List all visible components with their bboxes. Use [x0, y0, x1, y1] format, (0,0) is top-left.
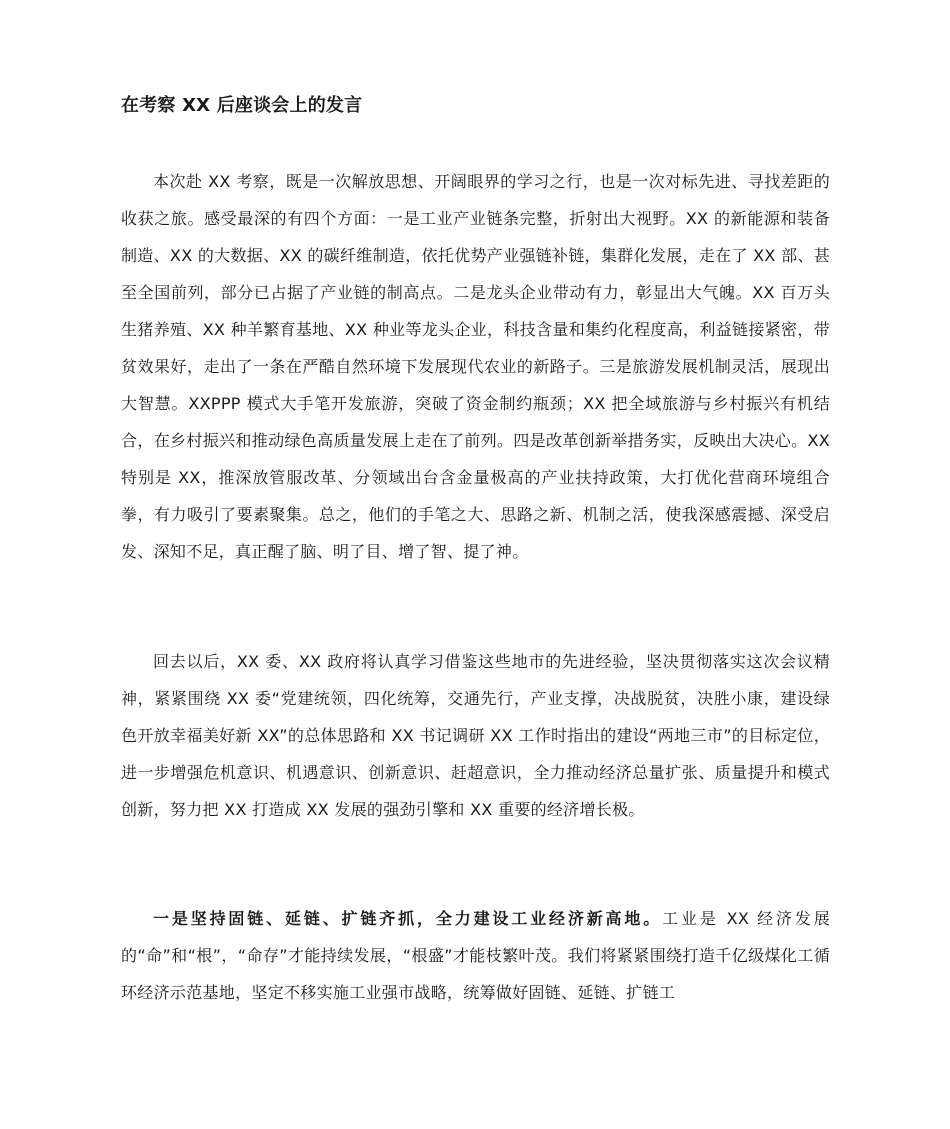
- paragraph-3: [121, 900, 830, 1011]
- paragraph-2: 回去以后，XX 委、XX 政府将认真学习借鉴这些地市的先进经验，坚决贯彻落实这次会议精神，紧紧围绕 XX 委“党建统领，四化统筹，交通先行，产业支撑，决战脱贫，决胜小康，建设绿色开放幸福美好新 XX”的总体思路和 XX 书记调研 XX 工作时指出的建设“两地三市”的目标定位，进一步增强危机意识、机遇意识、创新意识、赶超意识，全力推动经济总量扩张、质量提升和模式创新，努力把 XX 打造成 XX 发展的强劲引擎和 XX 重要的经济增长极。: [121, 652, 830, 819]
- paragraph-3-lead: 一是坚持固链、延链、扩链齐抓，全力建设工业经济新高地。: [153, 909, 663, 928]
- document-title: 在考察 XX 后座谈会上的发言: [121, 95, 363, 116]
- paragraph-1: 本次赴 XX 考察，既是一次解放思想、开阔眼界的学习之行，也是一次对标先进、寻找差距的收获之旅。感受最深的有四个方面：一是工业产业链条完整，折射出大视野。XX 的新能源和装备制造、XX 的大数据、XX 的碳纤维制造，依托优势产业强链补链，集群化发展，走在了 XX 部、甚至全国前列，部分已占据了产业链的制高点。二是龙头企业带动有力，彰显出大气魄。XX 百万头生猪养殖、XX 种羊繁育基地、XX 种业等龙头企业，科技含量和集约化程度高，利益链接紧密，带贫效果好，走出了一条在严酷自然环境下发展现代农业的新路子。三是旅游发展机制灵活，展现出大智慧。XXPPP 模式大手笔开发旅游，突破了资金制约瓶颈；XX 把全域旅游与乡村振兴有机结合，在乡村振兴和推动绿色高质量发展上走在了前列。四是改革创新举措务实，反映出大决心。XX 特别是 XX，推深放管服改革、分领域出台含金量极高的产业扶持政策，大打优化营商环境组合拳，有力吸引了要素聚集。总之，他们的手笔之大、思路之新、机制之活，使我深感震撼、深受启发、深知不足，真正醒了脑、明了目、增了智、提了神。: [121, 172, 830, 561]
- paragraph-3-body: 工业是 XX 经济发展的“命”和“根”，“命存”才能持续发展，“根盛”才能枝繁叶茂。我们将紧紧围绕打造千亿级煤化工循环经济示范基地，坚定不移实施工业强市战略，统筹做好固链、延链、扩链工: [121, 909, 830, 1002]
